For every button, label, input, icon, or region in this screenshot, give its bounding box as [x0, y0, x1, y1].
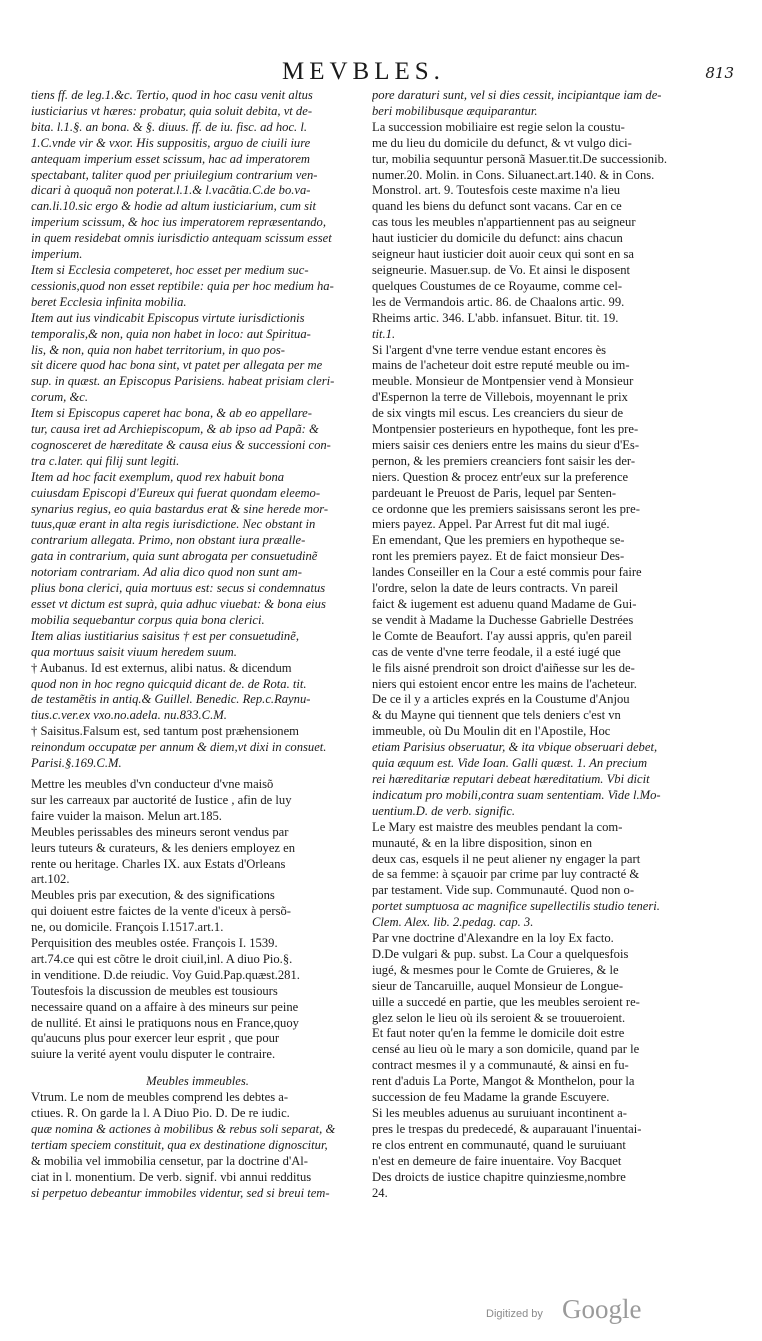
text-line: Mettre les meubles d'vn conducteur d'vne maisõ [31, 776, 274, 791]
text-line: indicatum pro mobili,contra suam sententiam. Vide l.Mo- [372, 787, 661, 802]
text-line: censé au lieu où le mary a son domicile, quand par le [372, 1042, 640, 1057]
text-line: quand les biens du defunct sont vacans. Car en ce [372, 199, 622, 214]
text-line: faire vuider la maison. Melun art.185. [31, 808, 222, 823]
text-line: uille a succedé en partie, que les meubles seroient re- [372, 994, 640, 1009]
text-line: tiens ff. de leg.1.&c. Tertio, quod in hoc casu venit altus [31, 88, 313, 102]
text-line: ront les premiers payez. Et de faict monsieur Des- [372, 549, 625, 564]
text-line: art.74.ce qui est cõtre le droit ciuil,inl. A diuo Pio.§. [31, 951, 293, 966]
text-line: quia æquum est. Vide Ioan. Galli quæst. 1. An precium [372, 756, 648, 771]
text-line: faict & iugement est aduenu quand Madame de Gui- [372, 597, 637, 611]
text-line: Item si Ecclesia competeret, hoc esset per medium suc- [31, 262, 309, 277]
text-line: deux cas, esquels il ne peut aliener ny engager la part [372, 851, 641, 866]
text-line: Des droicts de iustice chapitre quinziesme,nombre [372, 1169, 626, 1184]
text-line: Et faut noter qu'en la femme le domicile doit estre [372, 1026, 625, 1041]
text-line: 1.C.vnde vir & vxor. His suppositis, arguo de ciuili iure [31, 135, 311, 150]
text-line: iusticiarius vt hæres: probatur, quia soluit debita, vt de- [31, 103, 313, 118]
running-title: MEVBLES. [282, 58, 445, 85]
digitized-by-label: Digitized by [486, 1308, 543, 1320]
text-line: Meubles pris par execution, & des significations [31, 888, 275, 903]
text-line: can.li.10.sic ergo & hodie ad altum iusticiarium, cum sit [31, 199, 316, 214]
text-line: ce ordonne que les premiers saisissans seront les pre- [372, 501, 640, 516]
text-line: Toutesfois la discussion de meubles est tousiours [31, 983, 278, 998]
text-line: d'Espernon la terre de Villebois, moyennant le prix [372, 390, 628, 405]
text-line: pres le trespas du predecedé, & auparauant l'inuentai- [372, 1121, 642, 1136]
text-line: cessionis,quod non esset reptibile: quia per hoc medium ha- [31, 278, 334, 293]
text-line: haut iusticier du domicile du defunct: ains chacun [372, 231, 623, 246]
text-line: rent d'aduis La Porte, Mangot & Monthelon, pour la [372, 1074, 635, 1089]
text-line: imperium. [31, 247, 83, 262]
text-line: qu'aucuns plus pour exercer leur esprit , que pour [31, 1031, 280, 1046]
text-line: sup. in quæst. an Episcopus Parisiens. habeat prisiam cleri- [31, 374, 335, 389]
text-line: in quem residebat omnis iurisdictio antequam scissum esset [31, 231, 332, 246]
text-line: Meubles perissables des mineurs seront vendus par [31, 824, 289, 839]
text-line: 24. [372, 1185, 388, 1200]
text-line: beret Ecclesia infinita mobilia. [31, 294, 187, 309]
text-line: suiure la verité ayent voulu disputer le contraire. [31, 1047, 276, 1062]
text-line: pernon, & les premiers creanciers font saisir les der- [372, 453, 636, 468]
text-line: de sa femme: à sçauoir par crime par luy contracté & [372, 867, 640, 882]
text-line: Si les meubles aduenus au suruiuant incontinent a- [372, 1106, 627, 1120]
text-line: D.De vulgari & pup. subst. La Cour a quelquesfois [372, 946, 629, 961]
text-line: le Comte de Beaufort. I'ay aussi appris, qu'en pareil [372, 628, 632, 643]
text-line: glez selon le lieu où ils seroient & se trouueroient. [372, 1010, 626, 1025]
text-line: par testament. Vide sup. Communauté. Quod non o- [372, 883, 635, 898]
text-line: pore daraturi sunt, vel si dies cessit, incipiantque iam de- [372, 88, 662, 102]
text-line: cas tous les meubles n'appartiennent pas au seigneur [372, 215, 636, 230]
text-line: etiam Parisius obseruatur, & ita vbique obseruari debet, [372, 740, 658, 755]
text-line: lis, & non, quia non habet territorium, in quo pos- [31, 342, 285, 357]
text-line: † Saisitus.Falsum est, sed tantum post præhensionem [31, 724, 299, 739]
text-line: En emendant, Que les premiers en hypotheque se- [372, 533, 625, 548]
text-line: immeuble, où Du Moulin dit en l'Apostile, Hoc [372, 724, 611, 739]
text-line: miers payez. Appel. Par Arrest fut dit mal iugé. [372, 517, 610, 532]
text-line: rei hæreditariæ reputari debeat hæreditatium. Vbi dicit [372, 771, 650, 786]
text-line: qui doiuent estre faictes de la vente d'iceux à persõ- [31, 904, 291, 919]
text-line: tit.1. [372, 326, 396, 341]
text-line: Par vne doctrine d'Alexandre en la loy Ex facto. [372, 931, 614, 946]
text-line: le fils aisné prendroit son droict d'aiñesse sur les de- [372, 660, 635, 675]
text-line: contrarium allegata. Primo, non obstant iura præalle- [31, 533, 306, 548]
text-line: cuiusdam Episcopi d'Eureux qui fuerat quondam eleemo- [31, 485, 321, 500]
text-line: les de Vermandois artic. 86. de Chaalons artic. 99. [372, 294, 625, 309]
text-line: Si l'argent d'vne terre vendue estant encores ès [372, 342, 607, 357]
text-line: n'est en demeure de faire inuentaire. Voy Bacquet [372, 1153, 622, 1168]
text-line: art.102. [31, 872, 70, 887]
text-line: re clos entrent en communauté, quand le suruiuant [372, 1137, 626, 1152]
left-text-column [31, 88, 364, 1202]
text-line: Item alias iustitiarius saisitus † est per consuetudinẽ, [31, 628, 299, 643]
text-line: notoriam contrariam. Ad alia dico quod non sunt am- [31, 565, 302, 580]
text-line: De ce il y a articles exprés en la Coustume d'Anjou [372, 692, 630, 707]
text-line: gata in contrarium, quia sunt abrogata per consuetudinẽ [31, 549, 318, 564]
paragraph-gap [31, 1063, 364, 1068]
text-line: tur, mobilia sequuntur personã Masuer.tit.De successionib. [372, 151, 668, 166]
right-text-column [372, 88, 730, 1201]
text-line: qua mortuus saisit viuum heredem suum. [31, 644, 237, 659]
text-line: de six vingts mil escus. Les creanciers du sieur de [372, 406, 624, 421]
text-line: mobilia sequebantur corpus quia bona clerici. [31, 612, 265, 627]
text-line: Item aut ius vindicabit Episcopus virtute iurisdictionis [31, 310, 305, 325]
text-line: seigneurie. Masuer.sup. de Vo. Et ainsi le disposent [372, 262, 631, 277]
text-line: Item si Episcopus caperet hac bona, & ab eo appellare- [31, 406, 312, 421]
text-line: corum, &c. [31, 390, 89, 405]
text-line: Le Mary est maistre des meubles pendant la com- [372, 819, 623, 834]
text-line: meuble. Monsieur de Montpensier vend à Monsieur [372, 374, 634, 389]
text-line: & mobilia vel immobilia censetur, par la doctrine d'Al- [31, 1153, 309, 1168]
text-line: cognosceret de hæreditate & causa eius & successioni con- [31, 437, 331, 452]
text-line: cas de vente d'vne terre feodale, il a esté iugé que [372, 644, 621, 659]
text-line: imperium scissum, & hoc ius imperatorem repræsentando, [31, 215, 327, 230]
text-line: Rheims artic. 346. L'abb. infansuet. Bitur. tit. 19. [372, 310, 619, 325]
text-line: contract mesmes il y a communauté, & ainsi en fu- [372, 1058, 629, 1073]
text-line: Parisi.§.169.C.M. [31, 756, 122, 771]
text-line: iugé, & mesmes pour le Comte de Gruieres, & le [372, 962, 619, 977]
text-line: l'ordre, selon la date de leurs contracts. Vn pareil [372, 581, 619, 596]
text-line: Monstrol. art. 9. Toutesfois ceste maxime n'a lieu [372, 183, 621, 198]
text-line: quelques Coustumes de ce Royaume, comme cel- [372, 278, 623, 293]
text-line: † Aubanus. Id est externus, alibi natus. & dicendum [31, 660, 292, 675]
text-line: ctiues. R. On garde la l. A Diuo Pio. D. De re iudic. [31, 1106, 290, 1121]
text-line: quæ nomina & actiones à mobilibus & rebus soli separat, & [31, 1122, 336, 1136]
text-line: de testamẽtis in antiq.& Guillel. Benedic. Rep.c.Raynu- [31, 692, 311, 707]
page-number: 813 [705, 64, 734, 82]
text-line: quod non in hoc regno quicquid dicant de. de Rota. tit. [31, 676, 307, 691]
text-line: spectabant, taliter quod per priuilegium contrarium ven- [31, 167, 318, 182]
text-line: ne, ou domicile. François I.1517.art.1. [31, 920, 224, 935]
text-line: sieur de Tancaruille, auquel Monsieur de Longue- [372, 978, 624, 993]
text-line: bita. l.1.§. an bona. & §. diuus. ff. de iu. fisc. ad hoc. l. [31, 119, 308, 134]
google-logo: Google [562, 1294, 642, 1324]
page-header [22, 58, 742, 88]
section-heading: Meubles immeubles. [146, 1074, 249, 1089]
text-line: landes Conseiller en la Cour a esté commis pour faire [372, 565, 642, 580]
text-line: beri mobilibusque æquiparantur. [372, 103, 538, 118]
text-line: niers. Question & procez entr'eux sur la preference [372, 469, 629, 484]
text-line: ciat in l. monentium. De verb. signif. vbi annui redditus [31, 1169, 312, 1184]
text-line: uentium.D. de verb. signific. [372, 803, 516, 818]
text-line: tius.c.ver.ex vxo.no.adela. nu.833.C.M. [31, 708, 227, 723]
text-line: me du lieu du domicile du defunct, & vt vulgo dici- [372, 135, 632, 150]
text-line: tertiam speciem constituit, qua ex destinatione dignoscitur, [31, 1137, 328, 1152]
text-line: pardeuant le Preuost de Paris, lequel par Senten- [372, 485, 617, 500]
text-line: La succession mobiliaire est regie selon la coustu- [372, 119, 625, 134]
text-line: reinondum occupatæ per annum & diem,vt dixi in consuet. [31, 740, 327, 755]
text-line: dicari à quoquã non poterat.l.1.& l.vacãtia.C.de bo.va- [31, 183, 311, 198]
text-line: succession de feu Madame la grande Escuyere. [372, 1090, 610, 1105]
text-line: temporalis,& non, quia non habet in loco: aut Spiritua- [31, 326, 311, 341]
text-line: necessaire quand on a affaire à des mineurs sur peine [31, 999, 299, 1014]
text-line: leurs tuteurs & curateurs, & les deniers employez en [31, 840, 296, 855]
text-line: tra c.later. qui filij sunt legiti. [31, 453, 180, 468]
text-line: miers saisir ces deniers entre les mains du sieur d'Es- [372, 437, 640, 452]
text-line: se vendit à Madame la Duchesse Gabrielle Destrées [372, 612, 634, 627]
text-line: niers qui estoient encor entre les mains de l'acheteur. [372, 676, 637, 691]
text-line: mains de l'acheteur doit estre reputé meuble ou im- [372, 358, 630, 373]
text-line: Clem. Alex. lib. 2.pedag. cap. 3. [372, 915, 534, 930]
text-line: in venditione. D.de reiudic. Voy Guid.Pap.quæst.281. [31, 967, 300, 982]
text-line: si perpetuo debeantur immobiles videntur, sed si breui tem- [31, 1185, 330, 1200]
text-line: esset vt dictum est suprà, quia adhuc viuebat: & bona eius [31, 597, 326, 611]
digitization-watermark [470, 1294, 750, 1328]
text-line: & du Mayne qui tiennent que tels deniers c'est vn [372, 708, 621, 723]
text-line: Item ad hoc facit exemplum, quod rex habuit bona [31, 469, 285, 484]
text-line: synarius regius, eo quia bastardus erat & sine herede mor- [31, 501, 329, 516]
text-line: munauté, & en la libre disposition, sinon en [372, 835, 593, 850]
text-line: plius bona clerici, quia mortuus est: secus si condemnatus [31, 581, 326, 596]
text-line: sur les carreaux par auctorité de Iustice , afin de luy [31, 792, 292, 807]
text-line: Vtrum. Le nom de meubles comprend les debtes a- [31, 1090, 289, 1105]
text-line: rente ou heritage. Charles IX. aux Estats d'Orleans [31, 856, 286, 871]
text-line: numer.20. Molin. in Cons. Siluanect.art.140. & in Cons. [372, 167, 655, 182]
text-line: tur, causa iret ad Archiepiscopum, & ab ipso ad Papã: & [31, 422, 319, 437]
text-line: tuus,quæ erant in alta regis iurisdictione. Nec obstant in [31, 517, 316, 532]
text-line: Perquisition des meubles ostée. François I. 1539. [31, 936, 278, 951]
text-line: antequam imperium esset scissum, hac ad imperatorem [31, 151, 311, 166]
text-line: Montpensier posterieurs en hypotheque, font les pre- [372, 422, 639, 437]
text-line: portet sumptuosa ac magnifice supellectilis studio teneri. [372, 899, 660, 914]
text-line: seigneur haut iusticier doit auoir ceux qui sont en sa [372, 247, 634, 262]
text-line: sit dicere quod hac bona sint, vt patet per allegata per me [31, 358, 323, 373]
text-line: de nullité. Et ainsi le pratiquons nous en France,quoy [31, 1015, 299, 1030]
